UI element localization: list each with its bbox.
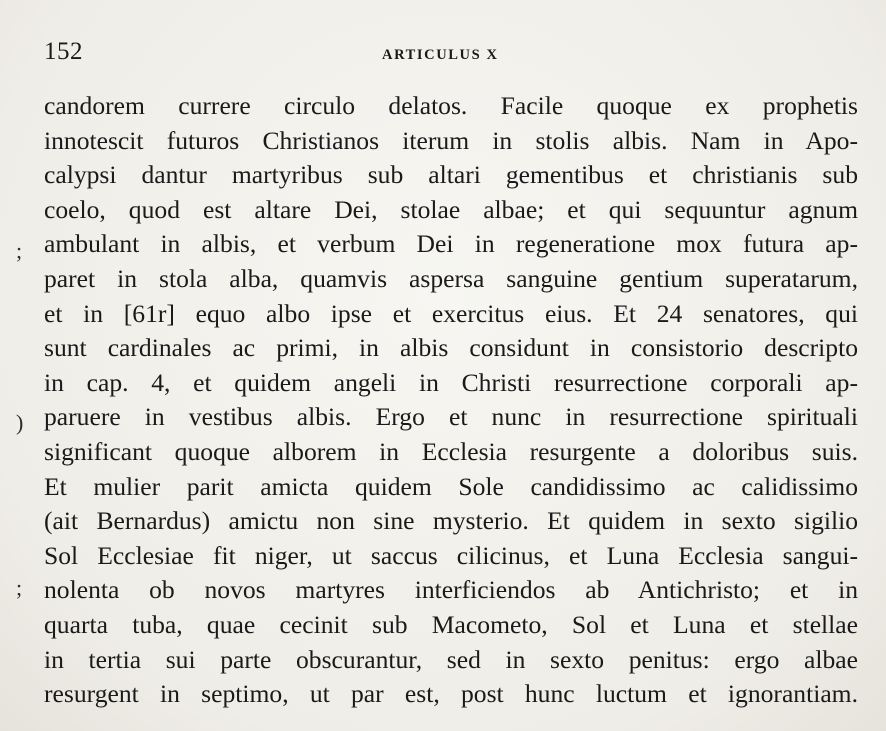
text-line: quarta tuba, quae cecinit sub Macometo, Sol et Luna et stellae	[44, 609, 858, 639]
text-line: sunt cardinales ac primi, in albis considunt in consistorio descripto	[44, 333, 858, 363]
text-line: Sol Ecclesiae fit niger, ut saccus cilicinus, et Luna Ecclesia sangui-	[44, 540, 858, 570]
body-text	[44, 89, 858, 712]
text-line: resurgent in septimo, ut par est, post hunc luctum et ignorantiam.	[44, 679, 858, 709]
page-number: 152	[44, 38, 83, 65]
margin-mark: )	[16, 410, 24, 435]
text-line: ambulant in albis, et verbum Dei in regeneratione mox futura ap-	[44, 229, 858, 259]
margin-mark: ;	[16, 238, 23, 263]
text-line: et in [61r] equo albo ipse et exercitus eius. Et 24 senatores, qui	[44, 298, 858, 328]
text-line: (ait Bernardus) amictu non sine mysterio. Et quidem in sexto sigilio	[44, 506, 858, 536]
text-line: paruere in vestibus albis. Ergo et nunc in resurrectione spirituali	[44, 402, 858, 432]
text-line: innotescit futuros Christianos iterum in stolis albis. Nam in Apo-	[44, 125, 858, 155]
margin-mark: ;	[16, 575, 23, 600]
text-line: coelo, quod est altare Dei, stolae albae; et qui sequuntur agnum	[44, 194, 858, 224]
text-line: significant quoque alborem in Ecclesia resurgente a doloribus suis.	[44, 436, 858, 466]
text-line: in tertia sui parte obscurantur, sed in sexto penitus: ergo albae	[44, 644, 858, 674]
text-line: Et mulier parit amicta quidem Sole candidissimo ac calidissimo	[44, 471, 858, 501]
text-line: paret in stola alba, quamvis aspersa sanguine gentium superatarum,	[44, 263, 858, 293]
running-head: ARTICULUS X	[382, 47, 499, 63]
text-line: nolenta ob novos martyres interficiendos ab Antichristo; et in	[44, 575, 858, 605]
text-line: candorem currere circulo delatos. Facile quoque ex prophetis	[44, 91, 858, 120]
text-line: calypsi dantur martyribus sub altari gementibus et christianis sub	[44, 160, 858, 190]
text-line: in cap. 4, et quidem angeli in Christi resurrectione corporali ap-	[44, 367, 858, 397]
